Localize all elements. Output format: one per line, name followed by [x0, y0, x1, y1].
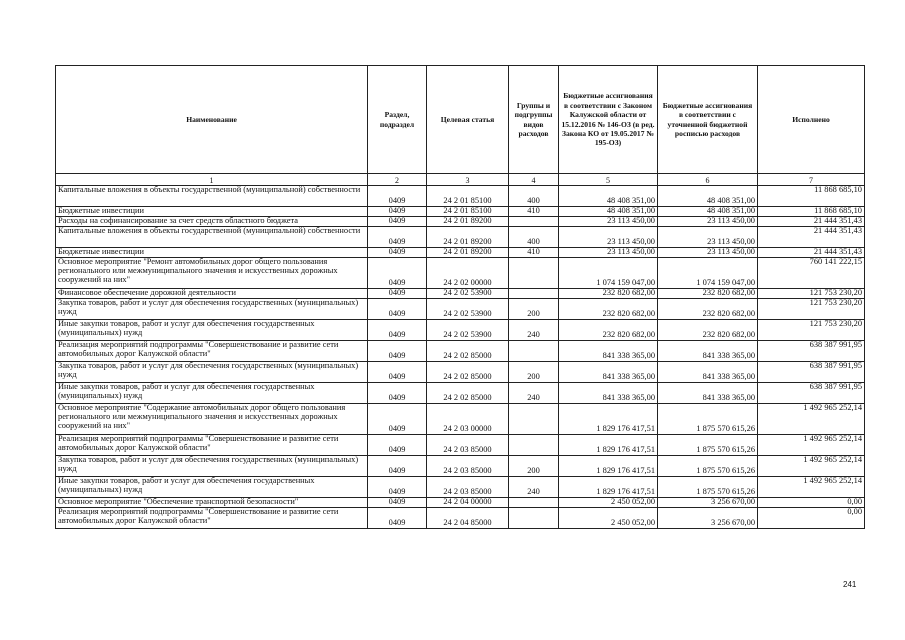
header-target: Целевая статья — [427, 66, 509, 174]
row-name: Основное мероприятие "Содержание автомобильных дорог общего пользования регионального или межмуниципального значения и искусственных дорожных сооружений на них" — [56, 404, 368, 435]
table-body — [56, 186, 865, 529]
row-law-amount: 1 074 159 047,00 — [559, 258, 658, 289]
row-name: Бюджетные инвестиции — [56, 207, 368, 217]
column-number: 1 — [56, 174, 368, 186]
row-law-amount: 1 829 176 417,51 — [559, 404, 658, 435]
row-law-amount: 1 829 176 417,51 — [559, 477, 658, 498]
row-section: 0409 — [368, 186, 427, 207]
row-name: Основное мероприятие "Обеспечение транспортной безопасности" — [56, 498, 368, 508]
row-executed-amount: 0,00 — [758, 508, 865, 529]
row-law-amount: 1 829 176 417,51 — [559, 456, 658, 477]
table-row — [56, 404, 865, 435]
row-law-amount: 232 820 682,00 — [559, 289, 658, 299]
row-name: Финансовое обеспечение дорожной деятельности — [56, 289, 368, 299]
row-executed-amount: 1 492 965 252,14 — [758, 435, 865, 456]
row-section: 0409 — [368, 248, 427, 258]
row-name: Иные закупки товаров, работ и услуг для обеспечения государственных (муниципальных) нужд — [56, 320, 368, 341]
row-schedule-amount: 48 408 351,00 — [658, 186, 758, 207]
row-executed-amount: 638 387 991,95 — [758, 383, 865, 404]
row-schedule-amount: 1 875 570 615,26 — [658, 456, 758, 477]
row-section: 0409 — [368, 498, 427, 508]
table-row — [56, 362, 865, 383]
row-executed-amount: 121 753 230,20 — [758, 289, 865, 299]
row-law-amount: 1 829 176 417,51 — [559, 435, 658, 456]
row-section: 0409 — [368, 404, 427, 435]
header-group: Группы и подгруппы видов расходов — [509, 66, 559, 174]
table-row — [56, 207, 865, 217]
row-executed-amount: 1 492 965 252,14 — [758, 477, 865, 498]
row-group: 410 — [509, 207, 559, 217]
header-name: Наименование — [56, 66, 368, 174]
row-section: 0409 — [368, 477, 427, 498]
row-law-amount: 841 338 365,00 — [559, 362, 658, 383]
row-target: 24 2 02 00000 — [427, 258, 509, 289]
row-section: 0409 — [368, 217, 427, 227]
row-name: Закупка товаров, работ и услуг для обеспечения государственных (муниципальных) нужд — [56, 456, 368, 477]
row-group: 240 — [509, 383, 559, 404]
row-section: 0409 — [368, 258, 427, 289]
row-group: 400 — [509, 186, 559, 207]
row-target: 24 2 02 53900 — [427, 289, 509, 299]
row-executed-amount: 1 492 965 252,14 — [758, 404, 865, 435]
row-law-amount: 2 450 052,00 — [559, 498, 658, 508]
row-group: 240 — [509, 320, 559, 341]
row-name: Закупка товаров, работ и услуг для обеспечения государственных (муниципальных) нужд — [56, 362, 368, 383]
row-name: Основное мероприятие "Ремонт автомобильных дорог общего пользования регионального или межмуниципального значения и искусственных дорожных сооружений на них" — [56, 258, 368, 289]
row-law-amount: 23 113 450,00 — [559, 217, 658, 227]
row-law-amount: 2 450 052,00 — [559, 508, 658, 529]
page-number: 241 — [843, 580, 857, 589]
row-group — [509, 289, 559, 299]
row-group — [509, 404, 559, 435]
row-name: Расходы на софинансирование за счет средств областного бюджета — [56, 217, 368, 227]
row-executed-amount: 760 141 222,15 — [758, 258, 865, 289]
row-section: 0409 — [368, 227, 427, 248]
row-schedule-amount: 232 820 682,00 — [658, 289, 758, 299]
column-number: 3 — [427, 174, 509, 186]
row-schedule-amount: 48 408 351,00 — [658, 207, 758, 217]
row-name: Бюджетные инвестиции — [56, 248, 368, 258]
row-law-amount: 48 408 351,00 — [559, 186, 658, 207]
row-schedule-amount: 841 338 365,00 — [658, 383, 758, 404]
row-section: 0409 — [368, 299, 427, 320]
row-group: 240 — [509, 477, 559, 498]
table-row — [56, 320, 865, 341]
table-row — [56, 227, 865, 248]
row-group — [509, 217, 559, 227]
row-group — [509, 498, 559, 508]
row-name: Реализация мероприятий подпрограммы "Совершенствование и развитие сети автомобильных дорог Калужской области" — [56, 508, 368, 529]
row-name: Иные закупки товаров, работ и услуг для обеспечения государственных (муниципальных) нужд — [56, 383, 368, 404]
row-executed-amount: 11 868 685,10 — [758, 207, 865, 217]
row-law-amount: 232 820 682,00 — [559, 320, 658, 341]
row-group: 200 — [509, 456, 559, 477]
table-row — [56, 341, 865, 362]
row-target: 24 2 04 00000 — [427, 498, 509, 508]
row-section: 0409 — [368, 362, 427, 383]
row-target: 24 2 02 85000 — [427, 341, 509, 362]
row-law-amount: 23 113 450,00 — [559, 227, 658, 248]
row-schedule-amount: 23 113 450,00 — [658, 248, 758, 258]
row-name: Реализация мероприятий подпрограммы "Совершенствование и развитие сети автомобильных дорог Калужской области" — [56, 341, 368, 362]
table-row — [56, 508, 865, 529]
row-executed-amount: 11 868 685,10 — [758, 186, 865, 207]
row-target: 24 2 03 85000 — [427, 456, 509, 477]
row-target: 24 2 02 85000 — [427, 362, 509, 383]
budget-table — [55, 65, 865, 529]
row-schedule-amount: 3 256 670,00 — [658, 498, 758, 508]
table-row — [56, 289, 865, 299]
column-number: 6 — [658, 174, 758, 186]
row-target: 24 2 01 85100 — [427, 186, 509, 207]
row-target: 24 2 01 85100 — [427, 207, 509, 217]
row-section: 0409 — [368, 456, 427, 477]
row-group: 200 — [509, 362, 559, 383]
row-schedule-amount: 1 875 570 615,26 — [658, 435, 758, 456]
row-section: 0409 — [368, 341, 427, 362]
row-group — [509, 341, 559, 362]
row-name: Капитальные вложения в объекты государственной (муниципальной) собственности — [56, 227, 368, 248]
row-executed-amount: 21 444 351,43 — [758, 248, 865, 258]
row-section: 0409 — [368, 207, 427, 217]
header-executed: Исполнено — [758, 66, 865, 174]
row-group: 200 — [509, 299, 559, 320]
row-target: 24 2 03 85000 — [427, 435, 509, 456]
row-target: 24 2 02 53900 — [427, 299, 509, 320]
row-target: 24 2 01 89200 — [427, 227, 509, 248]
row-schedule-amount: 23 113 450,00 — [658, 227, 758, 248]
row-section: 0409 — [368, 383, 427, 404]
row-schedule-amount: 1 074 159 047,00 — [658, 258, 758, 289]
row-schedule-amount: 23 113 450,00 — [658, 217, 758, 227]
row-name: Реализация мероприятий подпрограммы "Совершенствование и развитие сети автомобильных дорог Калужской области" — [56, 435, 368, 456]
row-group: 410 — [509, 248, 559, 258]
row-schedule-amount: 1 875 570 615,26 — [658, 477, 758, 498]
row-schedule-amount: 3 256 670,00 — [658, 508, 758, 529]
row-section: 0409 — [368, 320, 427, 341]
row-executed-amount: 0,00 — [758, 498, 865, 508]
row-target: 24 2 03 00000 — [427, 404, 509, 435]
row-name: Закупка товаров, работ и услуг для обеспечения государственных (муниципальных) нужд — [56, 299, 368, 320]
row-executed-amount: 1 492 965 252,14 — [758, 456, 865, 477]
row-target: 24 2 04 85000 — [427, 508, 509, 529]
row-name: Капитальные вложения в объекты государственной (муниципальной) собственности — [56, 186, 368, 207]
row-executed-amount: 121 753 230,20 — [758, 320, 865, 341]
row-schedule-amount: 841 338 365,00 — [658, 341, 758, 362]
row-schedule-amount: 232 820 682,00 — [658, 320, 758, 341]
row-schedule-amount: 841 338 365,00 — [658, 362, 758, 383]
table-row — [56, 435, 865, 456]
row-law-amount: 48 408 351,00 — [559, 207, 658, 217]
row-executed-amount: 21 444 351,43 — [758, 227, 865, 248]
row-law-amount: 232 820 682,00 — [559, 299, 658, 320]
row-section: 0409 — [368, 508, 427, 529]
header-row — [56, 66, 865, 174]
table-row — [56, 217, 865, 227]
row-law-amount: 841 338 365,00 — [559, 383, 658, 404]
row-executed-amount: 638 387 991,95 — [758, 341, 865, 362]
header-section: Раздел, подраздел — [368, 66, 427, 174]
row-group: 400 — [509, 227, 559, 248]
row-executed-amount: 21 444 351,43 — [758, 217, 865, 227]
table-row — [56, 477, 865, 498]
row-executed-amount: 638 387 991,95 — [758, 362, 865, 383]
table-row — [56, 383, 865, 404]
row-section: 0409 — [368, 289, 427, 299]
table-row — [56, 248, 865, 258]
row-group — [509, 508, 559, 529]
row-group — [509, 258, 559, 289]
row-law-amount: 841 338 365,00 — [559, 341, 658, 362]
column-number: 5 — [559, 174, 658, 186]
table-row — [56, 258, 865, 289]
table-row — [56, 498, 865, 508]
row-target: 24 2 01 89200 — [427, 217, 509, 227]
row-section: 0409 — [368, 435, 427, 456]
column-number: 2 — [368, 174, 427, 186]
row-group — [509, 435, 559, 456]
column-number-row — [56, 174, 865, 186]
row-target: 24 2 02 53900 — [427, 320, 509, 341]
row-law-amount: 23 113 450,00 — [559, 248, 658, 258]
table-row — [56, 299, 865, 320]
header-law: Бюджетные ассигнования в соответствии с Законом Калужской области от 15.12.2016 № 146-ОЗ (в ред. Закона КО от 19.05.2017 № 195-ОЗ) — [559, 66, 658, 174]
row-target: 24 2 01 89200 — [427, 248, 509, 258]
row-schedule-amount: 232 820 682,00 — [658, 299, 758, 320]
row-target: 24 2 02 85000 — [427, 383, 509, 404]
header-schedule: Бюджетные ассигнования в соответствии с уточненной бюджетной росписью расходов — [658, 66, 758, 174]
table-row — [56, 456, 865, 477]
column-number: 7 — [758, 174, 865, 186]
row-schedule-amount: 1 875 570 615,26 — [658, 404, 758, 435]
table-row — [56, 186, 865, 207]
row-name: Иные закупки товаров, работ и услуг для обеспечения государственных (муниципальных) нужд — [56, 477, 368, 498]
row-executed-amount: 121 753 230,20 — [758, 299, 865, 320]
column-number: 4 — [509, 174, 559, 186]
row-target: 24 2 03 85000 — [427, 477, 509, 498]
